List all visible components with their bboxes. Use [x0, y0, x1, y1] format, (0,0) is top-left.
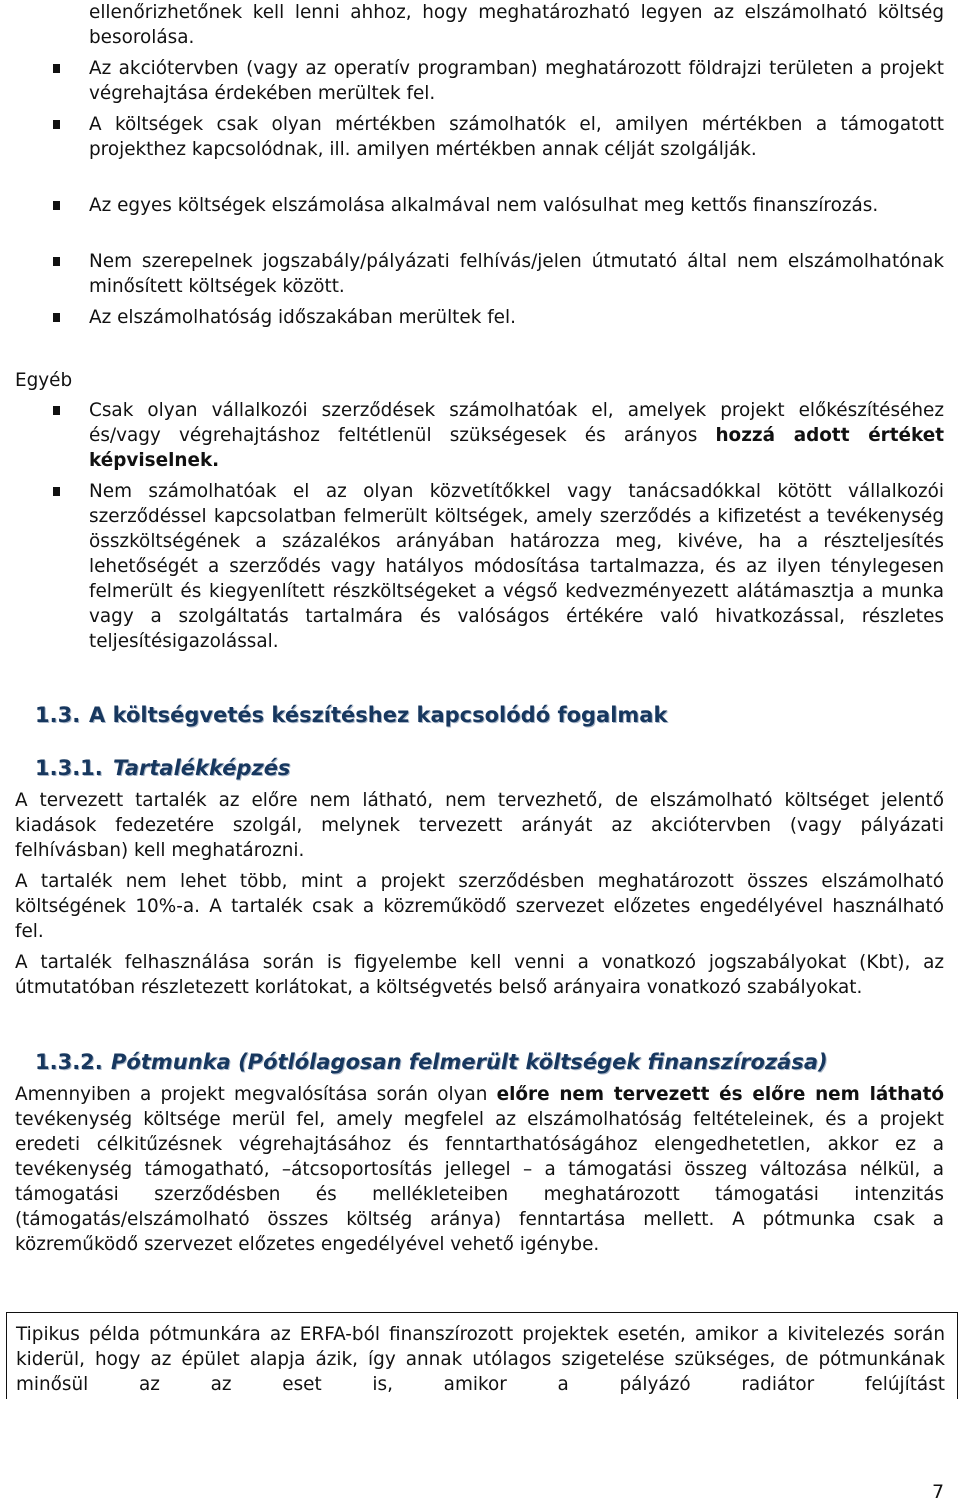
section-title: A költségvetés készítéshez kapcsolódó fogalmak: [89, 703, 668, 727]
paragraph: A tartalék felhasználása során is figyelembe kell venni a vonatkozó jogszabályokat (Kbt), az útmutatóban részletezett korlátokat, a költségvetés belső arányaira vonatkozó szabályokat.: [15, 952, 944, 998]
example-box: [6, 1312, 958, 1399]
square-bullet-icon: [53, 257, 60, 266]
section-number: 1.3.2.: [35, 1050, 103, 1074]
paragraph-bold-text: előre nem tervezett és előre nem látható: [496, 1084, 944, 1105]
section-heading-1-3-2: [35, 1050, 828, 1074]
section-number: 1.3.1.: [35, 756, 103, 780]
paragraph: A tervezett tartalék az előre nem látható, nem tervezhető, de elszámolható költséget jelentő kiadások fedezetére szolgál, melynek tervezett arányát az akciótervben (vagy pályázati felhívásban) kell meghatározni.: [15, 790, 944, 861]
section-title: Tartalékképzés: [113, 756, 291, 780]
square-bullet-icon: [53, 487, 60, 496]
section-title: Pótmunka (Pótlólagosan felmerült költségek finanszírozása): [111, 1050, 828, 1074]
square-bullet-icon: [53, 406, 60, 415]
criteria-bullet: Az egyes költségek elszámolása alkalmával nem valósulhat meg kettős finanszírozás.: [89, 195, 879, 216]
egyeb-bullet: [89, 398, 944, 473]
square-bullet-icon: [53, 313, 60, 322]
continuation-text: ellenőrizhetőnek kell lenni ahhoz, hogy meghatározható legyen az elszámolható költség besorolása.: [89, 2, 944, 48]
criteria-bullet: Az akciótervben (vagy az operatív programban) meghatározott földrajzi területen a projekt végrehajtása érdekében merültek fel.: [89, 58, 944, 104]
example-box-text: Tipikus példa pótmunkára az ERFA-ból finanszírozott projektek esetén, amikor a kivitelezés során kiderül, hogy az épület alapja ázik, így annak utólagos szigetelése szükséges, de pótmunkának minősül az az eset is, amikor a pályázó radiátor felújítást: [16, 1324, 945, 1395]
paragraph: A tartalék nem lehet több, mint a projekt szerződésben meghatározott összes elszámolható költségének 10%-a. A tartalék csak a közreműködő szervezet előzetes engedélyével használható fel.: [15, 871, 944, 942]
square-bullet-icon: [53, 64, 60, 73]
criteria-bullet: A költségek csak olyan mértékben számolhatók el, amilyen mértékben a támogatott projekthez kapcsolódnak, ill. amilyen mértékben annak célját szolgálják.: [89, 114, 944, 160]
paragraph-text: Amennyiben a projekt megvalósítása során olyan: [15, 1084, 497, 1105]
square-bullet-icon: [53, 201, 60, 210]
section-heading-1-3: [35, 703, 667, 727]
section-heading-1-3-1: [35, 756, 290, 780]
egyeb-bullet: Nem számolhatóak el az olyan közvetítőkkel vagy tanácsadókkal kötött vállalkozói szerződéssel kapcsolatban felmerült költségek, amely szerződés a kifizetést a tevékenység összköltségének a százalékos arányában határozza meg, kivéve, ha a részteljesítés lehetőségét a szerződés vagy hatályos módosítása tartalmazza, és az ilyen ténylegesen felmerült és kiegyenlített részköltségeket a végső kedvezményezett alátámasztja a munka vagy a szolgáltatás tartalmára és valóságos értékére való hivatkozással, részletes teljesítésigazolással.: [89, 481, 944, 652]
section-number: 1.3.: [35, 703, 81, 727]
egyeb-bullet-bold-text: hozzá adott értéket képviselnek.: [89, 425, 945, 471]
page-number: 7: [932, 1481, 945, 1503]
criteria-bullet: Nem szerepelnek jogszabály/pályázati felhívás/jelen útmutató által nem elszámolhatónak minősített költségek között.: [89, 251, 944, 297]
paragraph: [15, 1082, 944, 1257]
egyeb-bullet-text: Csak olyan vállalkozói szerződések számolhatóak el, amelyek projekt előkészítéséhez és/vagy végrehajtáshoz feltétlenül szükségesek és arányos: [89, 400, 944, 446]
criteria-bullet: Az elszámolhatóság időszakában merültek fel.: [89, 307, 516, 328]
paragraph-text: tevékenység költsége merül fel, amely megfelel az elszámolhatóság feltételeinek, és a projekt eredeti célkitűzésnek végrehajtásához és fenntarthatóságához elengedhetetlen, akkor ez a tevékenység támogatható, –átcsoportosítás jellegel – a támogatási összeg változása nélkül, a támogatási szerződésben és mellékleteiben meghatározott támogatási intenzitás (támogatás/elszámolható összes költség aránya) fenntartása mellett. A pótmunka csak a közreműködő szervezet előzetes engedélyével vehető igénybe.: [15, 1109, 944, 1255]
egyeb-label: Egyéb: [15, 370, 73, 391]
square-bullet-icon: [53, 120, 60, 129]
